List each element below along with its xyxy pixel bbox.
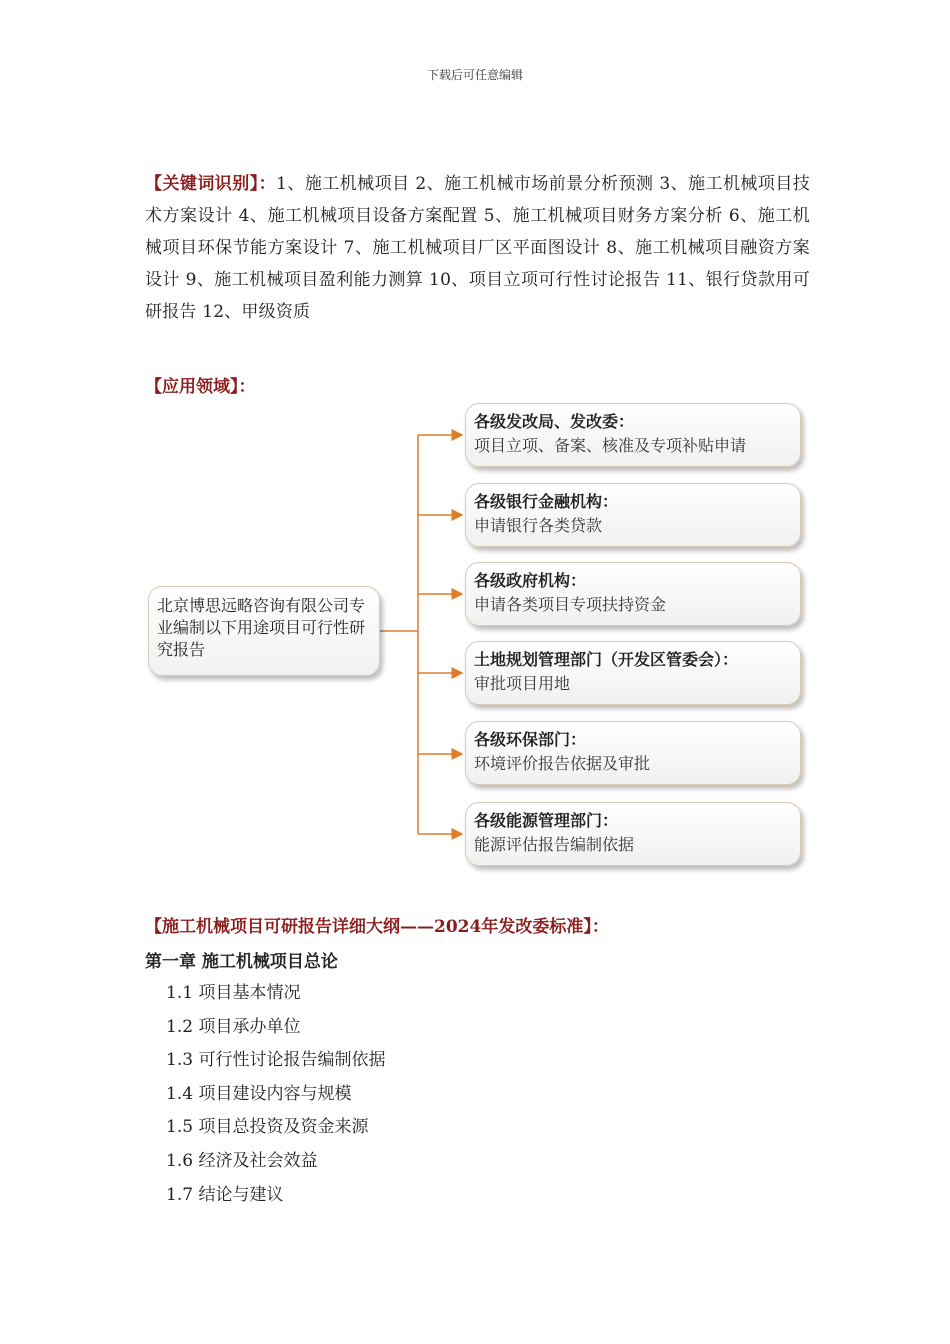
keywords-text: 1、施工机械项目 2、施工机械市场前景分析预测 3、施工机械项目技术方案设计 4、施工机械项目设备方案配置 5、施工机械项目财务方案分析 6、施工机械项目环保节能方案设计 7、施工机械项目厂区平面图设计 8、施工机械项目融资方案设计 9、施工机械项目盈利能力测算 10、项目立项可行性讨论报告 11、银行贷款用可研报告 12、甲级资质 [145,174,810,322]
target-desc: 申请银行各类贷款 [474,516,603,535]
target-box-3 [465,562,801,626]
chapter-title: 第一章 施工机械项目总论 [145,952,338,972]
source-box: 北京博思远略咨询有限公司专业编制以下用途项目可行性研究报告 [148,586,380,676]
outline-colon: ： [591,917,609,937]
outline-label: 【施工机械项目可研报告详细大纲——2024年发改委标准】 [145,917,592,937]
keywords-colon: ： [258,174,277,194]
keywords-label: 【关键词识别】 [145,174,259,194]
target-title: 土地规划管理部门（开发区管委会）： [474,650,739,669]
target-box-4 [465,641,801,705]
target-box-2 [465,483,801,547]
target-desc: 申请各类项目专项扶持资金 [474,595,667,614]
target-title: 各级银行金融机构： [474,492,619,511]
keywords-paragraph [145,168,810,328]
target-title: 各级政府机构： [474,571,587,590]
list-item: 1.5 项目总投资及资金来源 [166,1117,369,1138]
target-desc: 审批项目用地 [474,674,571,693]
application-colon: ： [238,377,256,397]
target-title: 各级环保部门： [474,730,587,749]
target-desc: 项目立项、备案、核准及专项补贴申请 [474,436,747,455]
target-box-5 [465,721,801,785]
application-heading [145,372,256,397]
target-desc: 环境评价报告依据及审批 [474,754,651,773]
application-label: 【应用领域】 [145,377,239,397]
list-item: 1.2 项目承办单位 [166,1016,301,1037]
list-item: 1.1 项目基本情况 [166,983,301,1003]
outline-heading [145,912,609,937]
target-box-1 [465,403,801,467]
target-box-6 [465,802,801,866]
list-item: 1.6 经济及社会效益 [166,1150,318,1171]
target-title: 各级发改局、发改委： [474,412,635,431]
target-desc: 能源评估报告编制依据 [474,835,635,854]
list-item: 1.4 项目建设内容与规模 [166,1083,352,1104]
list-item: 1.7 结论与建议 [166,1184,284,1205]
application-diagram [140,398,820,878]
outline-items [166,977,385,1212]
target-title: 各级能源管理部门： [474,811,619,830]
list-item: 1.3 可行性讨论报告编制依据 [166,1050,386,1071]
page-header-note: 下载后可任意编辑 [426,68,523,82]
